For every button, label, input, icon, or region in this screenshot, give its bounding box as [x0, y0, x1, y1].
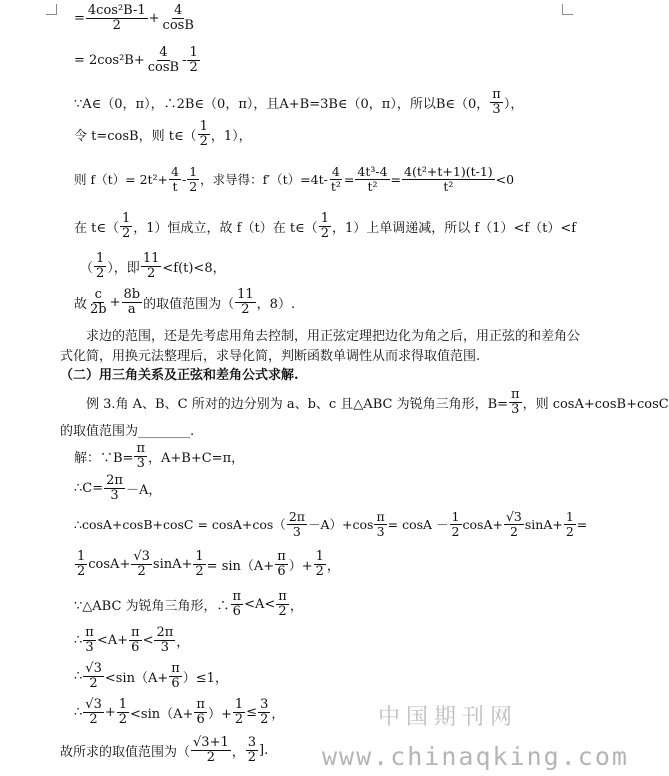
equation-line-derivative: 则 f（t）= 2t²+ $\frac{4}{t}$ - $\frac{1}{2}$ ，求导得：f′（t）=4t- $\frac{4}{\text{t²}}$ = $\frac{\text{4t³-4}}{\text{t²}}$ = $\frac{\text{4(t²+t+1)(t-1)}}{\text{t²}}$ <0 [74, 164, 515, 194]
solution-line-6: ∴ $\frac{\pi}{3}$ <A+ $\frac{\pi}{6}$ < $\frac{2\pi}{3}$ ， [74, 625, 190, 656]
solution-final-answer: 故所求的取值范围为（ $\frac{√3+1}{2}$ ， $\frac{3}{2}$ ]. [60, 735, 269, 766]
solution-line-1: 解：∵B= $\frac{\pi}{3}$ ，A+B+C=π， [74, 441, 245, 472]
solution-line-5: ∵△ABC 为锐角三角形，∴ $\frac{\pi}{6}$ <A< $\frac{\pi}{2}$ ， [74, 589, 303, 620]
text-line-domain-B: ∵A∈（0，π），∴2B∈（0，π），且A+B=3B∈（0，π），所以B∈（0， $\frac{\pi}{3}$ ）， [74, 87, 524, 118]
solution-line-2: ∴C= $\frac{2\pi}{3}$ －A， [74, 473, 162, 504]
text: = [74, 11, 85, 27]
example-3-line-2: 的取值范围为________. [60, 424, 195, 439]
equation-line-1: = $\frac{\text{4cos²B-1}}{2}$ + $\frac{4}{\cos B}$ [74, 3, 194, 34]
watermark-site-name: 中国期刊网 [378, 705, 519, 730]
fraction: $\frac{4}{\cos B}$ [162, 3, 194, 34]
summary-paragraph-line-2: 式化简，用换元法整理后，求导化简，判断函数单调性从而求得取值范围. [60, 349, 481, 364]
text-line-monotonic: 在 t∈（ $\frac{1}{2}$ ，1）恒成立，故 f（t）在 t∈（ $\frac{1}{2}$ ，1）上单调递减，所以 f（1）<f（t）<f [74, 211, 577, 242]
watermark-site-url: www.chinaqking.com [322, 742, 629, 771]
solution-line-7: ∴ $\frac{√3}{2}$ <sin（A+ $\frac{\pi}{6}$ ）≤1， [74, 661, 228, 692]
page-corner-mark-left [46, 4, 57, 15]
page-corner-mark-right [562, 4, 573, 15]
fraction: $\frac{1}{2}$ [199, 119, 208, 150]
solution-line-8: ∴ $\frac{√3}{2}$ + $\frac{1}{2}$ <sin（A+ $\frac{\pi}{6}$ ）+ $\frac{1}{2}$ ≤ $\frac{3}{2}$ ， [74, 697, 285, 728]
equation-line-2: = 2cos²B+ $\frac{4}{\cos B}$ - $\frac{1}{2}$ [74, 45, 198, 76]
summary-paragraph-line-1: 求边的范围，还是先考虑用角去控制，用正弦定理把边化为角之后，用正弦的和差角公 [86, 329, 581, 344]
example-3-line-1: 例 3.角 A、B、C 所对的边分别为 a、b、c 且△ABC 为锐角三角形，B= $\frac{\pi}{3}$ ，则 cosA+cosB+cosC [86, 387, 669, 418]
text-line-bound: （ $\frac{1}{2}$ ），即 $\frac{11}{2}$ <f(t)<8， [80, 251, 226, 282]
text-line-conclusion: 故 $\frac{c}{2b}$ + $\frac{8b}{a}$ 的取值范围为（ $\frac{11}{2}$ ，8）. [74, 287, 296, 318]
fraction: $\frac{1}{2}$ [189, 45, 198, 76]
fraction: $\frac{\pi}{3}$ [492, 87, 501, 118]
text-line-substitution: 令 t=cosB，则 t∈（ $\frac{1}{2}$ ，1）， [74, 119, 252, 150]
fraction: $\frac{4}{\cos B}$ [147, 45, 180, 76]
solution-line-3: ∴cosA+cosB+cosC = cosA+cos（ $\frac{2\pi}{3}$ －A）+cos $\frac{\pi}{3}$ = cosA － $\frac{1}{2}$ cosA+ $\frac{√3}{2}$ sinA+ $\frac{1}{2}$ = [74, 509, 588, 539]
fraction: $\frac{\text{4cos²B-1}}{2}$ [87, 3, 146, 34]
solution-line-4: $\frac{1}{2}$ cosA+ $\frac{√3}{2}$ sinA+ $\frac{1}{2}$ = sin（A+ $\frac{\pi}{6}$ ）+ $\frac{1}{2}$ ， [77, 549, 340, 580]
section-heading: （二）用三角关系及正弦和差角公式求解. [60, 368, 299, 383]
